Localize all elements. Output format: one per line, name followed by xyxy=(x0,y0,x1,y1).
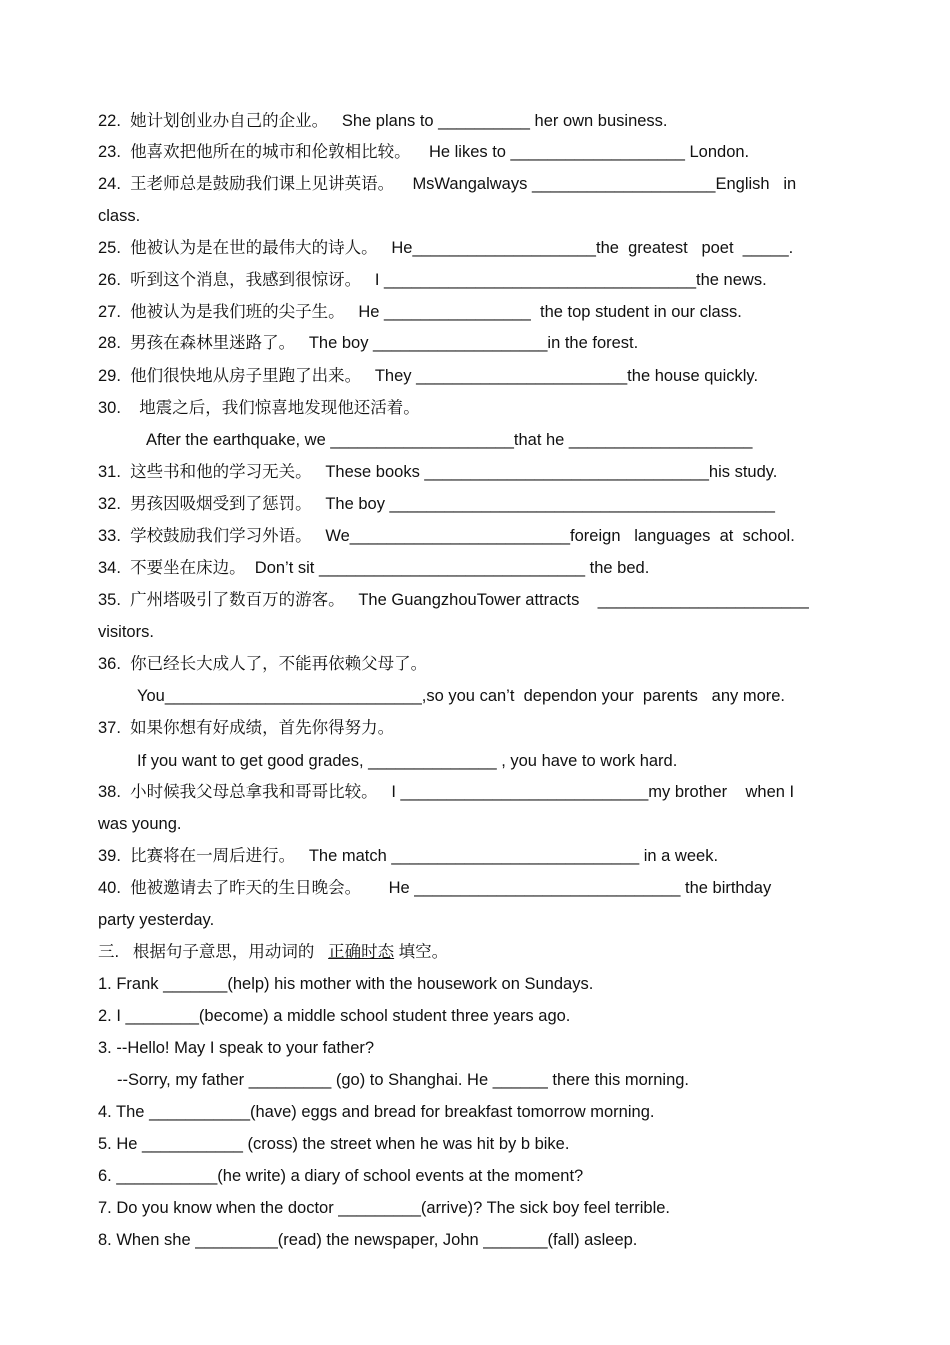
tense-item-3-reply: --Sorry, my father _________ (go) to Shanghai. He ______ there this morning. xyxy=(117,1071,690,1089)
exercise-38-cont: was young. xyxy=(98,815,182,833)
exercise-29: 29. 他们很快地从房子里跑了出来。 They _______________________the house quickly. xyxy=(98,367,759,385)
tense-item-1: 1. Frank _______(help) his mother with the housework on Sundays. xyxy=(98,975,594,993)
section-3-emphasis: 正确时态 xyxy=(328,943,395,961)
exercise-25: 25. 他被认为是在世的最伟大的诗人。 He____________________the greatest poet _____. xyxy=(98,239,794,257)
exercise-31: 31. 这些书和他的学习无关。 These books _______________________________his study. xyxy=(98,463,778,481)
exercise-32: 32. 男孩因吸烟受到了惩罚。 The boy __________________________________________ xyxy=(98,495,775,513)
exercise-30: 30. 地震之后，我们惊喜地发现他还活着。 xyxy=(98,399,420,417)
exercise-37-english: If you want to get good grades, ______________ , you have to work hard. xyxy=(137,752,678,770)
exercise-26: 26. 听到这个消息，我感到很惊讶。 I __________________________________the news. xyxy=(98,271,767,289)
exercise-35-cont: visitors. xyxy=(98,623,154,641)
exercise-24-cont: class. xyxy=(98,207,141,225)
exercise-35: 35. 广州塔吸引了数百万的游客。 The GuangzhouTower attracts _______________________ xyxy=(98,591,809,609)
exercise-24: 24. 王老师总是鼓励我们课上见讲英语。 MsWangalways ____________________English in xyxy=(98,175,797,193)
exercise-27: 27. 他被认为是我们班的尖子生。 He ________________ the top student in our class. xyxy=(98,303,742,321)
section-3-suffix: 填空。 xyxy=(394,943,449,961)
exercise-38: 38. 小时候我父母总拿我和哥哥比较。 I ___________________________my brother when I xyxy=(98,783,795,801)
exercise-37: 37. 如果你想有好成绩，首先你得努力。 xyxy=(98,719,395,737)
exercise-22: 22. 她计划创业办自己的企业。 She plans to __________ her own business. xyxy=(98,112,668,130)
tense-item-2: 2. I ________(become) a middle school student three years ago. xyxy=(98,1007,571,1025)
exercise-30-english: After the earthquake, we ____________________that he ____________________ xyxy=(146,431,753,449)
exercise-36: 36. 你已经长大成人了，不能再依赖父母了。 xyxy=(98,655,428,673)
tense-item-6: 6. ___________(he write) a diary of school events at the moment? xyxy=(98,1167,584,1185)
tense-item-8: 8. When she _________(read) the newspaper, John _______(fall) asleep. xyxy=(98,1231,638,1249)
exercise-23: 23. 他喜欢把他所在的城市和伦敦相比较。 He likes to ___________________ London. xyxy=(98,143,750,161)
section-3-heading xyxy=(98,941,868,963)
exercise-40-cont: party yesterday. xyxy=(98,911,215,929)
tense-item-4: 4. The ___________(have) eggs and bread for breakfast tomorrow morning. xyxy=(98,1103,655,1121)
exercise-36-english: You____________________________,so you can’t dependon your parents any more. xyxy=(137,687,786,705)
exercise-39: 39. 比赛将在一周后进行。 The match ___________________________ in a week. xyxy=(98,847,719,865)
tense-item-5: 5. He ___________ (cross) the street when he was hit by b bike. xyxy=(98,1135,570,1153)
section-3-prefix: 三. 根据句子意思，用动词的 xyxy=(98,943,329,961)
exercise-33: 33. 学校鼓励我们学习外语。 We________________________foreign languages at school. xyxy=(98,527,795,545)
exercise-40: 40. 他被邀请去了昨天的生日晚会。 He _____________________________ the birthday xyxy=(98,879,772,897)
exercise-28: 28. 男孩在森林里迷路了。 The boy ___________________in the forest. xyxy=(98,334,639,352)
exercise-34: 34. 不要坐在床边。 Don’t sit _____________________________ the bed. xyxy=(98,559,650,577)
tense-item-3: 3. --Hello! May I speak to your father? xyxy=(98,1039,375,1057)
tense-item-7: 7. Do you know when the doctor _________(arrive)? The sick boy feel terrible. xyxy=(98,1199,671,1217)
